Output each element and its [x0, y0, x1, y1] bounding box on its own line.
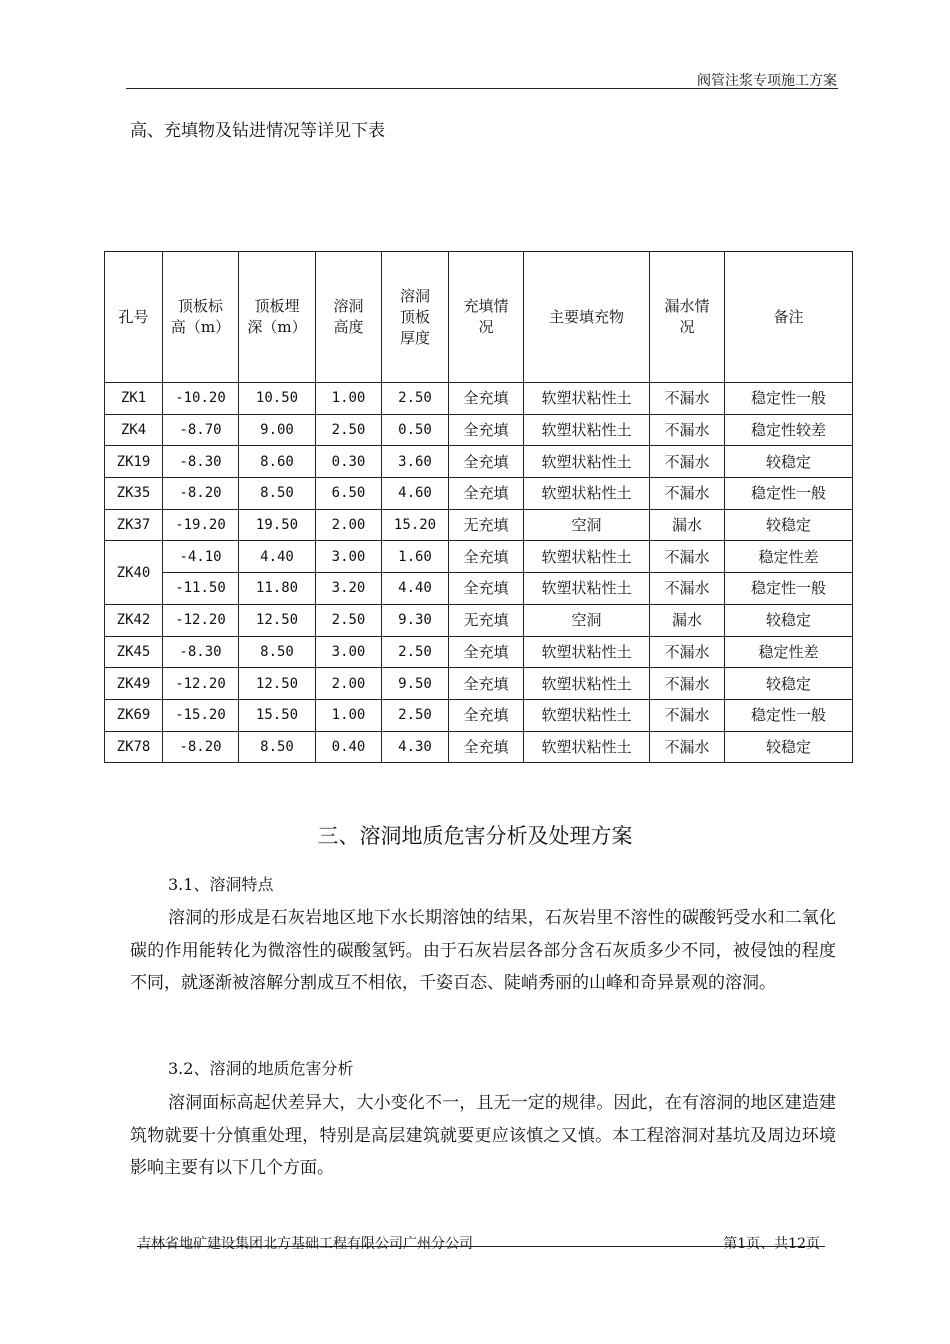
top-depth-cell: 10.50: [239, 383, 316, 415]
top-elevation-cell: -11.50: [163, 573, 239, 605]
cave-height-cell: 3.00: [316, 636, 382, 668]
cave-height-cell: 3.00: [316, 541, 382, 573]
top-depth-cell: 8.50: [239, 731, 316, 763]
top-elevation-cell: -8.70: [163, 414, 239, 446]
leak-status-cell: 不漏水: [650, 731, 725, 763]
cave-height-cell: 2.00: [316, 509, 382, 541]
fill-status-cell: 全充填: [449, 541, 524, 573]
top-elevation-cell: -12.20: [163, 604, 239, 636]
top-elevation-cell: -10.20: [163, 383, 239, 415]
table-row: [105, 446, 853, 478]
fill-status-cell: 无充填: [449, 604, 524, 636]
table-row: [105, 699, 853, 731]
filler-cell: 软塑状粘性土: [524, 573, 650, 605]
note-cell: 较稳定: [725, 731, 853, 763]
table-row: [105, 414, 853, 446]
roof-thickness-cell: 4.40: [382, 573, 449, 605]
header-cell: 备注: [725, 252, 853, 383]
header-cell: 充填情 况: [449, 252, 524, 383]
cave-height-cell: 2.50: [316, 604, 382, 636]
cave-height-cell: 6.50: [316, 478, 382, 510]
roof-thickness-cell: 2.50: [382, 383, 449, 415]
table-row: [105, 668, 853, 700]
subsection-3-1-title: 3.1、溶洞特点: [168, 875, 274, 894]
table-row: [105, 383, 853, 415]
header-cell: 顶板标 高（m）: [163, 252, 239, 383]
filler-cell: 软塑状粘性土: [524, 668, 650, 700]
subsection-3-2-title: 3.2、溶洞的地质危害分析: [168, 1059, 354, 1078]
top-elevation-cell: -8.30: [163, 446, 239, 478]
filler-cell: 空洞: [524, 509, 650, 541]
paragraph-3-1: 溶洞的形成是石灰岩地区地下水长期溶蚀的结果，石灰岩里不溶性的碳酸钙受水和二氧化碳的作用能转化为微溶性的碳酸氢钙。由于石灰岩层各部分含石灰质多少不同，被侵蚀的程度不同，就逐渐被溶解分割成互不相依，千姿百态、陡峭秀丽的山峰和奇异景观的溶洞。: [130, 908, 836, 993]
note-cell: 稳定性差: [725, 636, 853, 668]
top-depth-cell: 12.50: [239, 604, 316, 636]
roof-thickness-cell: 3.60: [382, 446, 449, 478]
table-row: [105, 731, 853, 763]
fill-status-cell: 全充填: [449, 668, 524, 700]
top-elevation-cell: -8.30: [163, 636, 239, 668]
leak-status-cell: 不漏水: [650, 699, 725, 731]
roof-thickness-cell: 4.60: [382, 478, 449, 510]
roof-thickness-cell: 4.30: [382, 731, 449, 763]
filler-cell: 软塑状粘性土: [524, 541, 650, 573]
header-cell: 顶板埋 深（m）: [239, 252, 316, 383]
leak-status-cell: 不漏水: [650, 541, 725, 573]
table-row: [105, 509, 853, 541]
top-elevation-cell: -15.20: [163, 699, 239, 731]
note-cell: 稳定性一般: [725, 699, 853, 731]
hole-id-cell: ZK78: [105, 731, 163, 763]
header-rule: [126, 88, 838, 89]
hole-id-cell: ZK40: [105, 541, 163, 604]
note-cell: 较稳定: [725, 604, 853, 636]
leak-status-cell: 漏水: [650, 604, 725, 636]
table-row: [105, 604, 853, 636]
header-cell: 主要填充物: [524, 252, 650, 383]
fill-status-cell: 全充填: [449, 414, 524, 446]
header-cell: 溶洞 顶板 厚度: [382, 252, 449, 383]
filler-cell: 软塑状粘性土: [524, 446, 650, 478]
fill-status-cell: 全充填: [449, 478, 524, 510]
leak-status-cell: 不漏水: [650, 573, 725, 605]
karst-cave-table: [104, 251, 853, 763]
note-cell: 稳定性较差: [725, 414, 853, 446]
fill-status-cell: 全充填: [449, 383, 524, 415]
roof-thickness-cell: 9.50: [382, 668, 449, 700]
header-title: 阀管注浆专项施工方案: [697, 73, 837, 89]
hole-id-cell: ZK37: [105, 509, 163, 541]
leak-status-cell: 不漏水: [650, 636, 725, 668]
note-cell: 稳定性差: [725, 541, 853, 573]
paragraph-3-2: 溶洞面标高起伏差异大，大小变化不一，且无一定的规律。因此，在有溶洞的地区建造建筑物就要十分慎重处理，特别是高层建筑就要更应该慎之又慎。本工程溶洞对基坑及周边环境影响主要有以下几个方面。: [130, 1093, 836, 1178]
footer-company: 吉林省地矿建设集团北方基础工程有限公司广州分公司: [137, 1236, 473, 1252]
footer-rule: [137, 1246, 825, 1247]
roof-thickness-cell: 2.50: [382, 699, 449, 731]
leak-status-cell: 不漏水: [650, 414, 725, 446]
roof-thickness-cell: 15.20: [382, 509, 449, 541]
cave-height-cell: 1.00: [316, 699, 382, 731]
table-header-row: [105, 252, 853, 383]
filler-cell: 软塑状粘性土: [524, 478, 650, 510]
filler-cell: 软塑状粘性土: [524, 699, 650, 731]
cave-height-cell: 0.40: [316, 731, 382, 763]
top-depth-cell: 15.50: [239, 699, 316, 731]
top-depth-cell: 8.50: [239, 636, 316, 668]
leak-status-cell: 不漏水: [650, 478, 725, 510]
leak-status-cell: 不漏水: [650, 668, 725, 700]
hole-id-cell: ZK4: [105, 414, 163, 446]
roof-thickness-cell: 0.50: [382, 414, 449, 446]
hole-id-cell: ZK45: [105, 636, 163, 668]
top-depth-cell: 12.50: [239, 668, 316, 700]
leak-status-cell: 不漏水: [650, 383, 725, 415]
note-cell: 较稳定: [725, 446, 853, 478]
fill-status-cell: 全充填: [449, 699, 524, 731]
filler-cell: 软塑状粘性土: [524, 383, 650, 415]
top-depth-cell: 8.50: [239, 478, 316, 510]
cave-height-cell: 1.00: [316, 383, 382, 415]
filler-cell: 空洞: [524, 604, 650, 636]
fill-status-cell: 全充填: [449, 573, 524, 605]
top-elevation-cell: -19.20: [163, 509, 239, 541]
fill-status-cell: 全充填: [449, 446, 524, 478]
top-elevation-cell: -8.20: [163, 478, 239, 510]
top-depth-cell: 8.60: [239, 446, 316, 478]
top-elevation-cell: -8.20: [163, 731, 239, 763]
table-row: [105, 541, 853, 573]
note-cell: 较稳定: [725, 668, 853, 700]
note-cell: 较稳定: [725, 509, 853, 541]
intro-text: 高、充填物及钻进情况等详见下表: [130, 121, 385, 141]
fill-status-cell: 全充填: [449, 731, 524, 763]
cave-height-cell: 0.30: [316, 446, 382, 478]
hole-id-cell: ZK42: [105, 604, 163, 636]
header-cell: 孔号: [105, 252, 163, 383]
hole-id-cell: ZK49: [105, 668, 163, 700]
top-depth-cell: 11.80: [239, 573, 316, 605]
hole-id-cell: ZK35: [105, 478, 163, 510]
header-cell: 漏水情 况: [650, 252, 725, 383]
table-row: [105, 573, 853, 605]
top-depth-cell: 4.40: [239, 541, 316, 573]
top-depth-cell: 19.50: [239, 509, 316, 541]
roof-thickness-cell: 9.30: [382, 604, 449, 636]
roof-thickness-cell: 1.60: [382, 541, 449, 573]
footer-page-number: 第1页、共12页: [723, 1236, 820, 1252]
cave-height-cell: 3.20: [316, 573, 382, 605]
table-row: [105, 478, 853, 510]
fill-status-cell: 全充填: [449, 636, 524, 668]
hole-id-cell: ZK19: [105, 446, 163, 478]
note-cell: 稳定性一般: [725, 573, 853, 605]
note-cell: 稳定性一般: [725, 478, 853, 510]
filler-cell: 软塑状粘性土: [524, 636, 650, 668]
top-depth-cell: 9.00: [239, 414, 316, 446]
top-elevation-cell: -12.20: [163, 668, 239, 700]
note-cell: 稳定性一般: [725, 383, 853, 415]
leak-status-cell: 不漏水: [650, 446, 725, 478]
header-cell: 溶洞 高度: [316, 252, 382, 383]
cave-height-cell: 2.50: [316, 414, 382, 446]
leak-status-cell: 漏水: [650, 509, 725, 541]
filler-cell: 软塑状粘性土: [524, 414, 650, 446]
hole-id-cell: ZK1: [105, 383, 163, 415]
filler-cell: 软塑状粘性土: [524, 731, 650, 763]
table-row: [105, 636, 853, 668]
section-title: 三、溶洞地质危害分析及处理方案: [317, 824, 633, 848]
hole-id-cell: ZK69: [105, 699, 163, 731]
cave-height-cell: 2.00: [316, 668, 382, 700]
fill-status-cell: 无充填: [449, 509, 524, 541]
roof-thickness-cell: 2.50: [382, 636, 449, 668]
top-elevation-cell: -4.10: [163, 541, 239, 573]
table-body: [105, 383, 853, 763]
